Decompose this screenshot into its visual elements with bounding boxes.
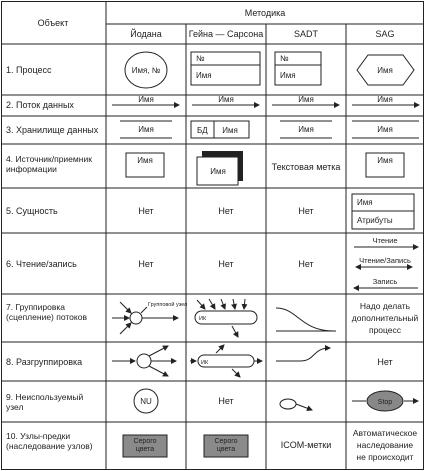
svg-text:Чтение: Чтение [372, 236, 398, 245]
svg-text:Серогоцвета: Серого цвета [133, 438, 157, 453]
row-label-8: 8. Разгруппировка [6, 357, 83, 367]
row-label-1: 1. Процесс [6, 65, 52, 75]
row-label-6: 6. Чтение/запись [6, 259, 77, 269]
sadt-group-curve [276, 308, 334, 331]
header-method-gane: Гейна — Сарсона [188, 29, 264, 39]
store-bd-gane: БД [197, 126, 208, 135]
svg-text:Серогоцвета: Серого цвета [214, 438, 238, 453]
rw-none-gane: Нет [218, 259, 234, 269]
header-method: Методика [244, 8, 286, 18]
svg-text:NU: NU [140, 397, 152, 406]
row-label-2: 2. Поток данных [6, 100, 74, 110]
row-label-7: 7. Группировка (сцепление) потоков [6, 302, 87, 322]
svg-text:Запись: Запись [372, 277, 398, 286]
sadt-ungroup-curve [300, 348, 330, 361]
header-object: Объект [37, 18, 69, 28]
row-label-3: 3. Хранилище данных [6, 125, 99, 135]
flow-label-gane: Имя [218, 95, 234, 104]
header-method-sag: SAG [375, 29, 395, 39]
rw-none-yourdon: Нет [138, 259, 154, 269]
store-name-sag: Имя [377, 125, 393, 134]
flow-label-sadt: Имя [298, 95, 314, 104]
row-label-9: 9. Неиспользуемый узел [6, 392, 84, 412]
entity-none-sadt: Нет [298, 206, 314, 216]
sag-inherit-text: Автоматическое наследование не происходит [352, 428, 418, 462]
header-method-yourdon: Йодана [130, 29, 162, 39]
yourdon-group-node [130, 312, 142, 324]
gane-process-name: Имя [196, 71, 212, 80]
gane-process-number: № [196, 54, 205, 63]
row-label-5: 5. Сущность [6, 206, 58, 216]
svg-text:Атрибуты: Атрибуты [357, 216, 393, 225]
ungroup-none-sag: Нет [377, 357, 393, 367]
unused-none-gane: Нет [218, 396, 234, 406]
store-name-sadt: Имя [298, 125, 314, 134]
store-name-yourdon: Имя [138, 125, 154, 134]
svg-text:Групповой узел: Групповой узел [148, 302, 188, 308]
svg-text:ИК: ИК [199, 316, 207, 322]
flow-label-yourdon: Имя [138, 95, 154, 104]
row-label-4: 4. Источник/приемник информации [6, 154, 92, 174]
header-method-sadt: SADT [293, 29, 319, 39]
svg-text:Имя: Имя [357, 198, 373, 207]
svg-text:Имя: Имя [210, 167, 226, 176]
store-name-gane: Имя [222, 126, 238, 135]
row-label-10: 10. Узлы-предки (наследование узлов) [6, 431, 93, 451]
svg-text:Имя: Имя [137, 156, 153, 165]
svg-text:Имя: Имя [377, 156, 393, 165]
sadt-icom-label: ICOM-метки [280, 440, 332, 450]
sadt-process-name: Имя [280, 71, 296, 80]
yourdon-process-label: Имя, № [131, 66, 161, 75]
entity-none-yourdon: Нет [138, 206, 154, 216]
sadt-text-label: Текстовая метка [271, 162, 341, 172]
yourdon-ungroup-node [137, 354, 151, 368]
sag-group-text: Надо делать дополнительный процесс [351, 301, 419, 335]
svg-text:Stop: Stop [377, 399, 393, 406]
sadt-process-number: № [280, 54, 289, 63]
rw-none-sadt: Нет [298, 259, 314, 269]
sadt-unused-loop [280, 399, 296, 409]
entity-none-gane: Нет [218, 206, 234, 216]
svg-text:Чтение/Запись: Чтение/Запись [359, 256, 411, 265]
sag-process-label: Имя [377, 66, 393, 75]
flow-label-sag: Имя [377, 95, 393, 104]
svg-text:ИК: ИК [201, 360, 209, 366]
